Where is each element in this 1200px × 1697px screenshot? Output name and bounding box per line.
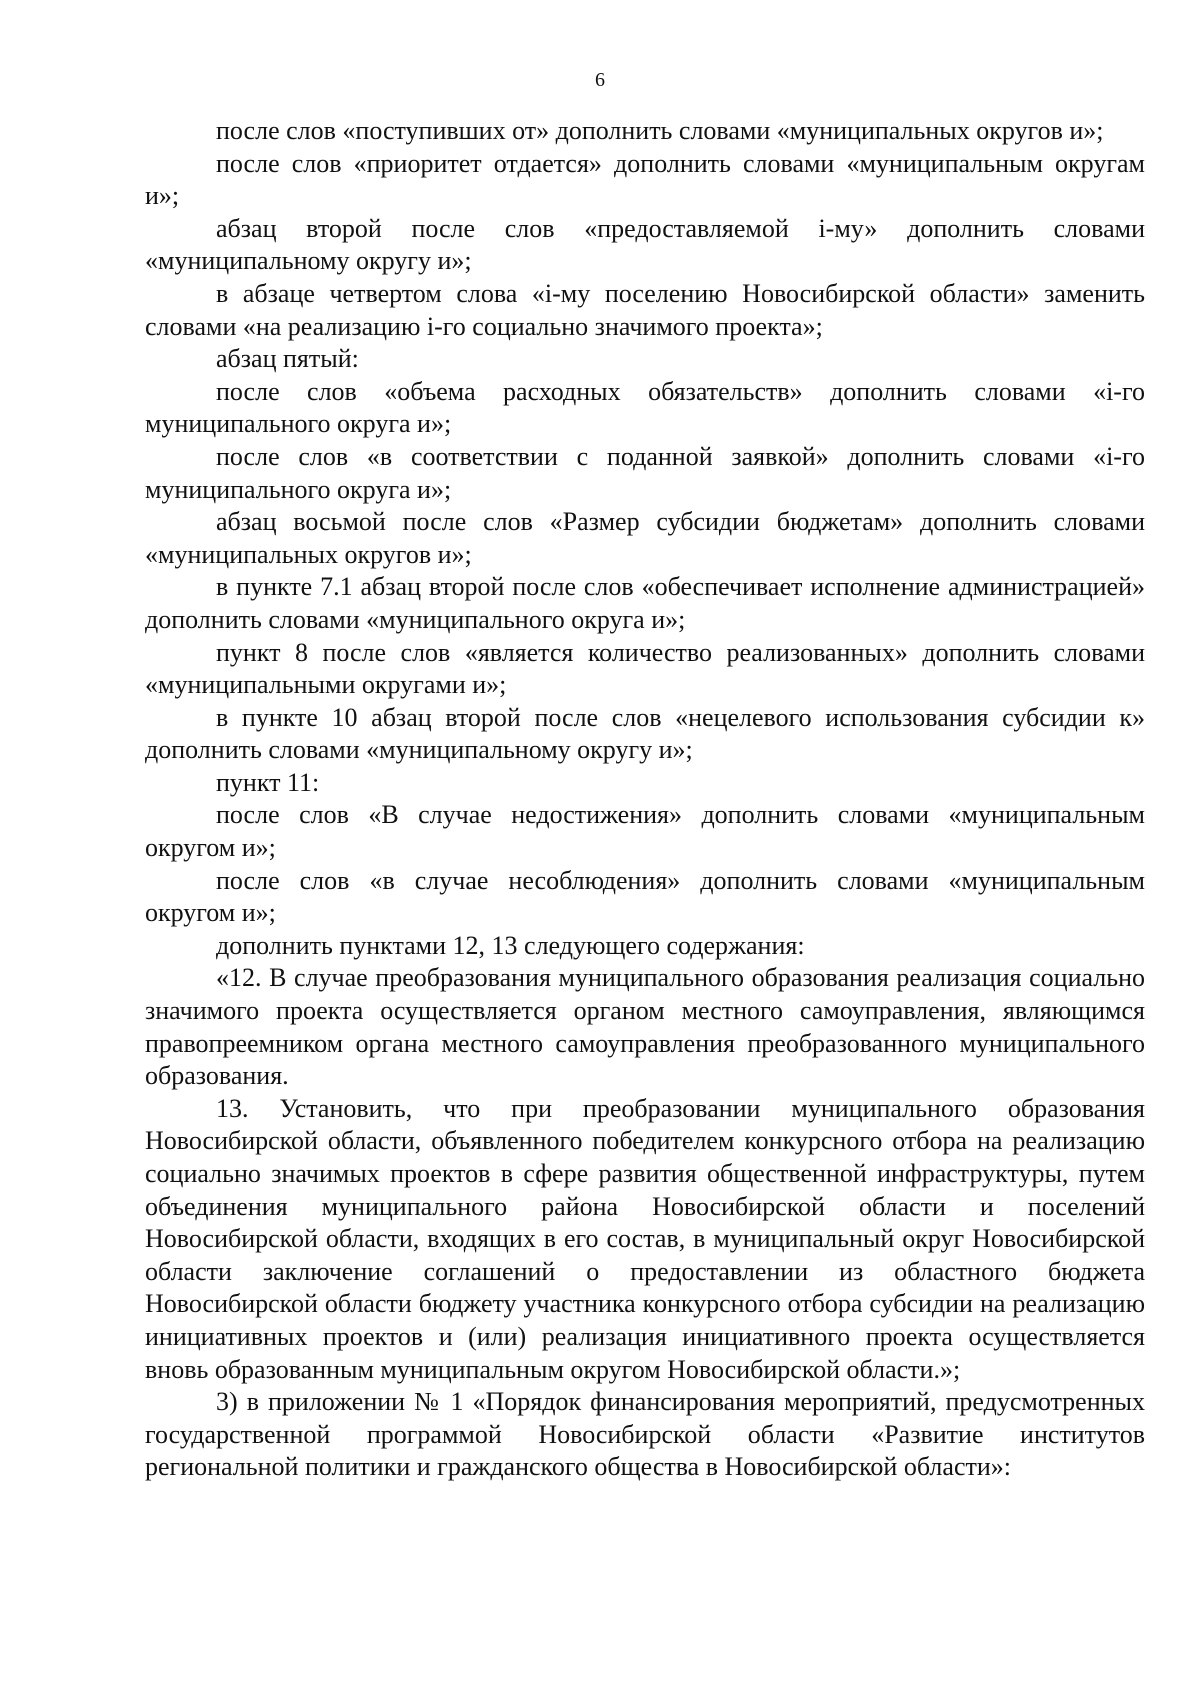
paragraph: после слов «в соответствии с поданной заявкой» дополнить словами «i-го муниципального округа и»; (145, 441, 1145, 504)
paragraph: после слов «поступивших от» дополнить словами «муниципальных округов и»; (216, 116, 1104, 145)
paragraph: абзац восьмой после слов «Размер субсидии бюджетам» дополнить словами «муниципальных округов и»; (145, 507, 1145, 569)
paragraph: 3) в приложении № 1 «Порядок финансирования мероприятий, предусмотренных государственной программой Новосибирской области «Развитие институтов региональной политики и гражданского общества в Новосибирской области»: (145, 1387, 1145, 1482)
paragraph: абзац второй после слов «предоставляемой i-му» дополнить словами «муниципальному округу и»; (145, 213, 1145, 276)
paragraph: после слов «в случае несоблюдения» дополнить словами «муниципальным округом и»; (145, 865, 1145, 928)
document-body (145, 115, 1145, 1484)
paragraph: абзац пятый: (216, 344, 359, 374)
paragraph: после слов «объема расходных обязательств» дополнить словами «i-го муниципального округа и»; (145, 376, 1145, 439)
paragraph: пункт 8 после слов «является количество реализованных» дополнить словами «муниципальными округами и»; (145, 637, 1145, 700)
paragraph: дополнить пунктами 12, 13 следующего содержания: (216, 930, 805, 960)
paragraph: в абзаце четвертом слова «i-му поселению Новосибирской области» заменить словами «на реализацию i-го социально значимого проекта»; (145, 278, 1145, 341)
paragraph: пункт 11: (216, 767, 320, 797)
paragraph: после слов «В случае недостижения» дополнить словами «муниципальным округом и»; (145, 800, 1145, 863)
paragraph: в пункте 10 абзац второй после слов «нецелевого использования субсидии к» дополнить словами «муниципальному округу и»; (145, 702, 1145, 765)
paragraph: после слов «приоритет отдается» дополнить словами «муниципальным округам и»; (145, 148, 1145, 211)
paragraph: 13. Установить, что при преобразовании муниципального образования Новосибирской области, объявленного победителем конкурсного отбора на реализацию социально значимых проектов в сфере развития общественной инфраструктуры, путем объединения муниципального района Новосибирской области и поселений Новосибирской области, входящих в его состав, в муниципальный округ Новосибирской области заключение соглашений о предоставлении из областного бюджета Новосибирской области бюджету участника конкурсного отбора субсидии на реализацию инициативных проектов и (или) реализация инициативного проекта осуществляется вновь образованным муниципальным округом Новосибирской области.»; (145, 1093, 1145, 1384)
paragraph: «12. В случае преобразования муниципального образования реализация социально значимого проекта осуществляется органом местного самоуправления, являющимся правопреемником органа местного самоуправления преобразованного муниципального образования. (145, 963, 1145, 1091)
page-number: 6 (595, 69, 605, 91)
paragraph: в пункте 7.1 абзац второй после слов «обеспечивает исполнение администрацией» дополнить словами «муниципального округа и»; (145, 572, 1145, 634)
